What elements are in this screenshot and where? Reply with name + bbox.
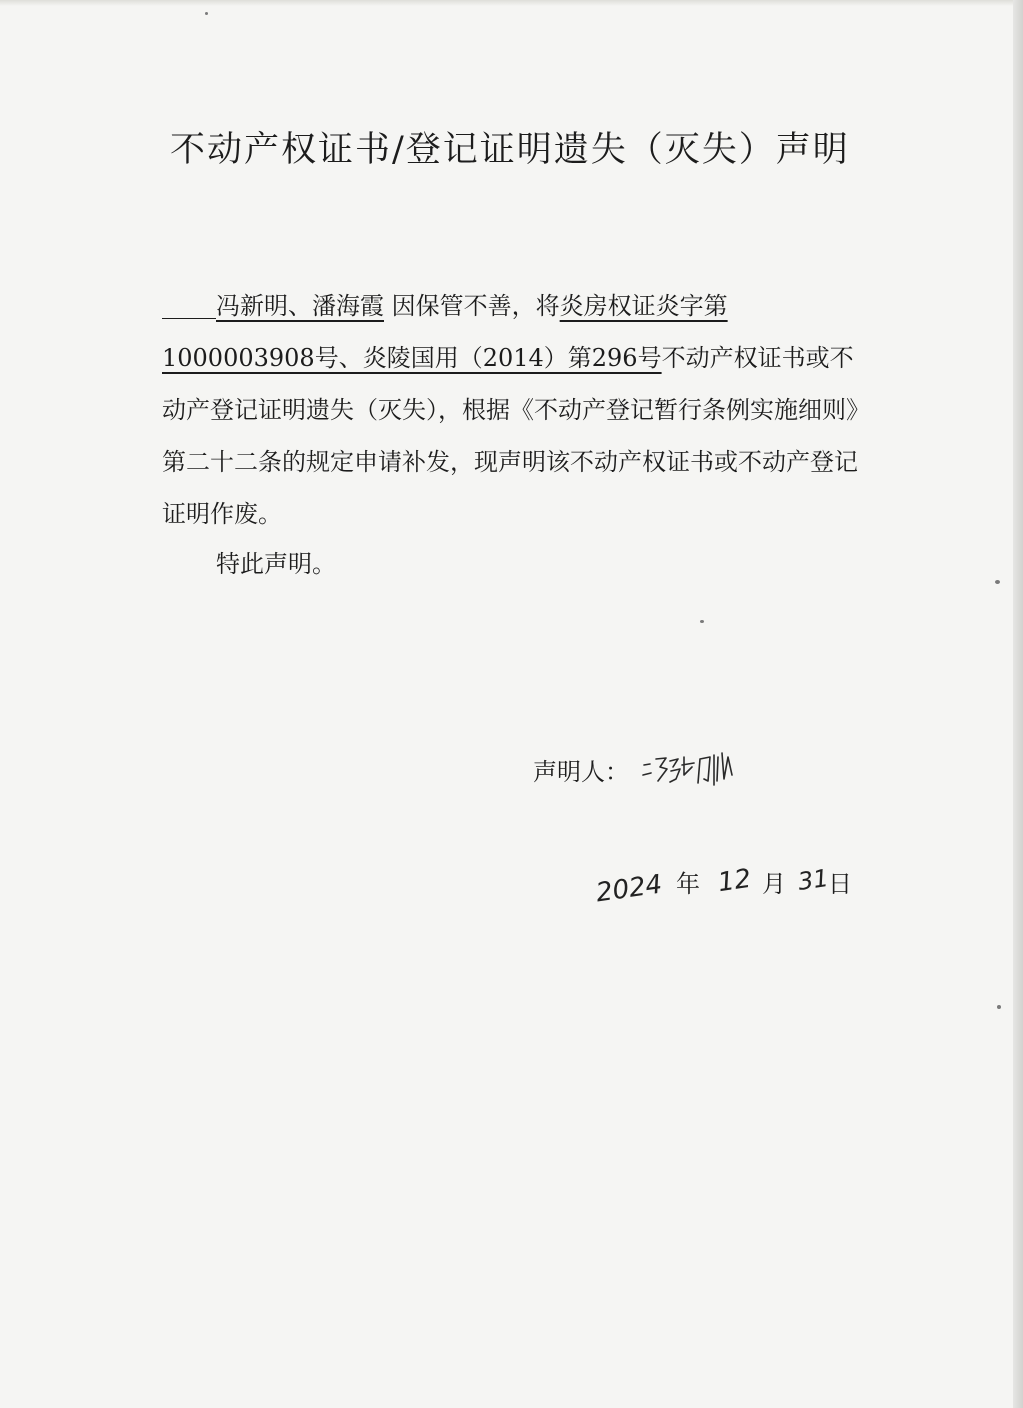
scan-speck bbox=[205, 12, 208, 15]
date-month-unit: 月 bbox=[762, 870, 786, 898]
date-year: 2024 bbox=[594, 869, 664, 909]
date-block bbox=[596, 856, 866, 916]
handwritten-signature bbox=[640, 745, 770, 795]
certificate-numbers: 炎房权证炎字第1000003908号、炎陵国用（2014）第296号 bbox=[162, 292, 728, 372]
owner-names: 冯新明、潘海霞 bbox=[216, 292, 384, 320]
date-day-unit: 日 bbox=[828, 870, 852, 898]
scan-speck bbox=[997, 1005, 1001, 1009]
underline-lead bbox=[162, 294, 216, 319]
date-year-unit: 年 bbox=[676, 870, 700, 898]
statement-text-2: 不动产权证书或不动产登记证明遗失（灭失），根据《不动产登记暂行条例实施细则》第二十二条的规定申请补发，现声明该不动产权证书或不动产登记证明作废。 bbox=[162, 344, 858, 528]
document-title: 不动产权证书/登记证明遗失（灭失）声明 bbox=[170, 130, 850, 170]
paper-top-edge bbox=[0, 0, 1023, 6]
signer-label: 声明人： bbox=[533, 758, 629, 786]
statement-paragraph bbox=[162, 280, 862, 540]
closing-line: 特此声明。 bbox=[216, 550, 336, 578]
statement-body bbox=[162, 280, 862, 540]
paper-right-edge bbox=[1013, 0, 1023, 1408]
scan-speck bbox=[995, 580, 1000, 584]
date-day: 31 bbox=[796, 864, 831, 896]
scan-speck bbox=[700, 620, 704, 623]
date-month: 12 bbox=[716, 863, 754, 899]
statement-text-1: 因保管不善，将 bbox=[391, 292, 560, 320]
